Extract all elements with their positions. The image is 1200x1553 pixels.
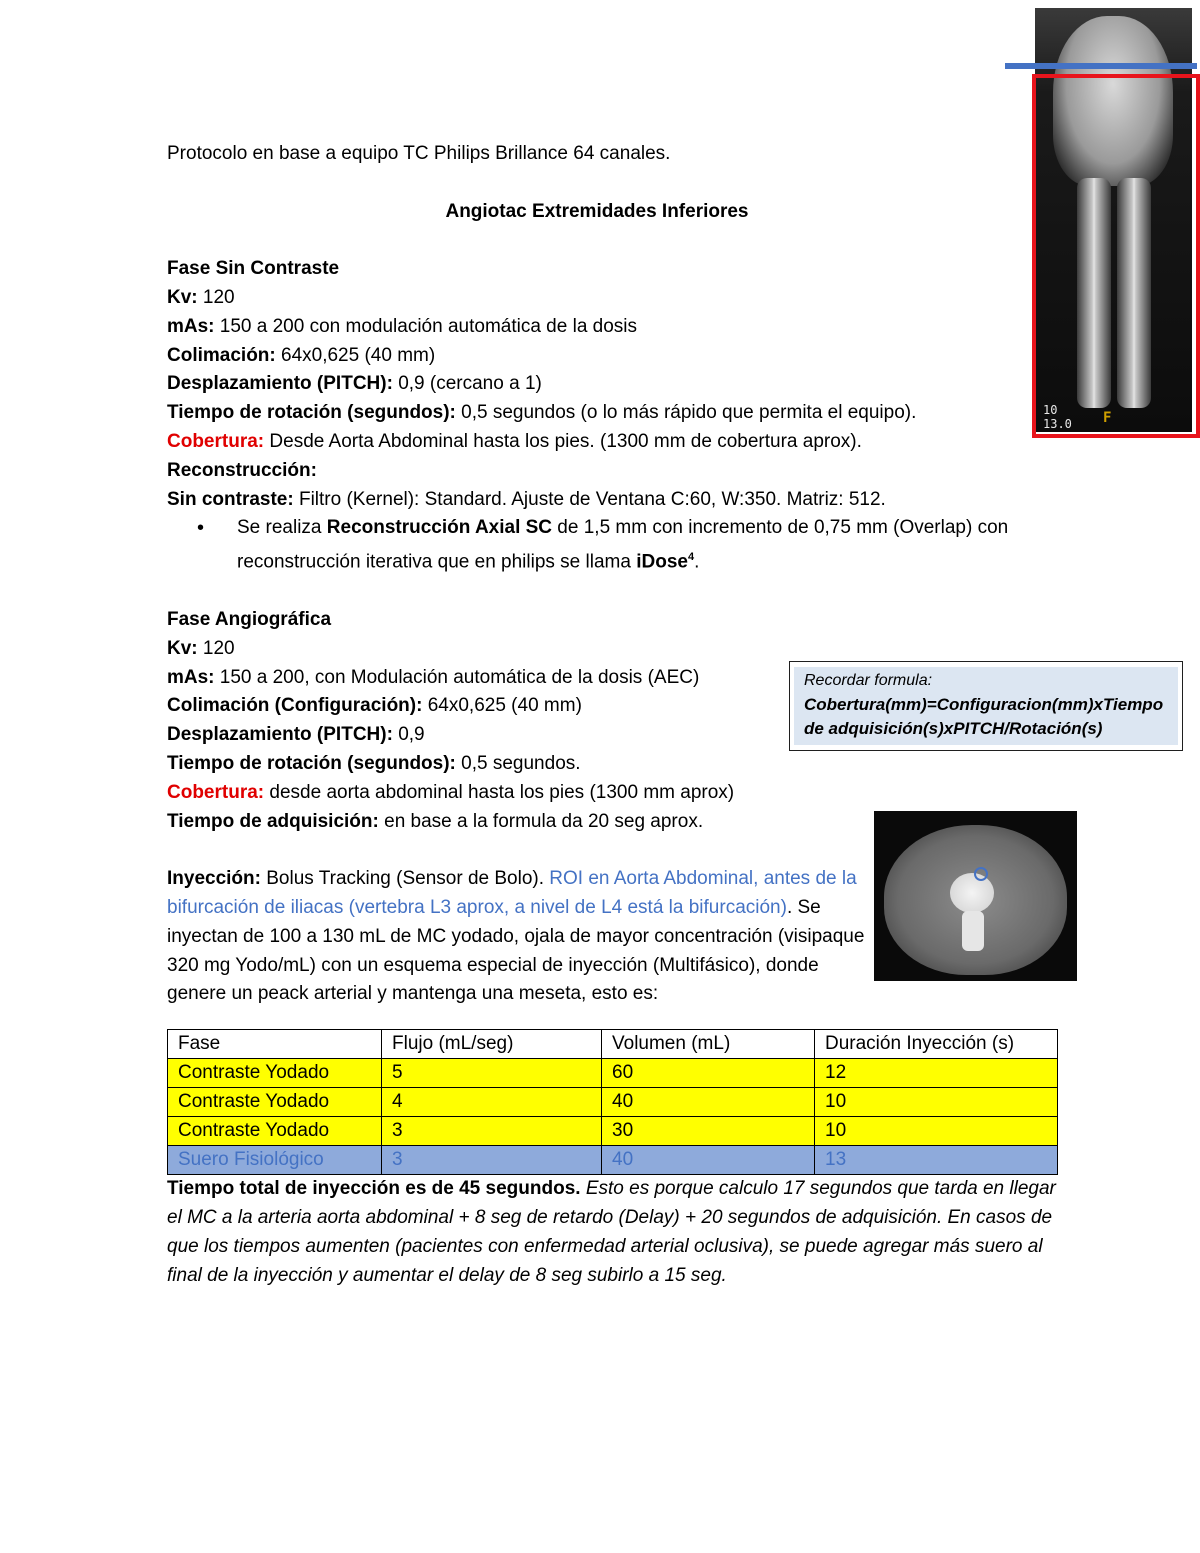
phase1-sin-contraste: Sin contraste: Filtro (Kernel): Standard. Ajuste de Ventana C:60, W:350. Matriz: 512.	[167, 488, 886, 510]
formula-note-box	[789, 661, 1183, 751]
table-cell: 3	[382, 1146, 602, 1175]
phase2-coverage: Cobertura: desde aorta abdominal hasta los pies (1300 mm aprox)	[167, 781, 735, 803]
table-row	[168, 1146, 1058, 1175]
injection-table	[167, 1029, 1058, 1175]
phase1-bullet: • Se realiza Reconstrucción Axial SC de 1,5 mm con incremento de 0,75 mm (Overlap) con reconstrucción iterativa que en philips se llama iDose$^4$.	[237, 514, 1067, 577]
table-header: Fase	[168, 1030, 382, 1059]
table-cell: Contraste Yodado	[168, 1117, 382, 1146]
table-cell: 10	[815, 1088, 1058, 1117]
scout-overlay-text-1: 10	[1043, 403, 1058, 417]
table-cell: 4	[382, 1088, 602, 1117]
document-title: Angiotac Extremidades Inferiores	[445, 200, 749, 222]
table-cell: 12	[815, 1059, 1058, 1088]
note-formula: Cobertura(mm)=Configuracion(mm)xTiempo de adquisición(s)xPITCH/Rotación(s)	[804, 695, 1164, 738]
table-cell: 40	[602, 1146, 815, 1175]
table-cell: 3	[382, 1117, 602, 1146]
phase2-mas: mAs: 150 a 200, con Modulación automática de la dosis (AEC)	[167, 666, 700, 688]
table-header: Duración Inyección (s)	[815, 1030, 1058, 1059]
ct-axial-image	[874, 811, 1077, 981]
scout-overlay-f: F	[1103, 410, 1112, 426]
table-cell: 5	[382, 1059, 602, 1088]
phase2-collimation: Colimación (Configuración): 64x0,625 (40 mm)	[167, 695, 582, 717]
table-cell: 30	[602, 1117, 815, 1146]
phase1-coverage: Cobertura: Desde Aorta Abdominal hasta los pies. (1300 mm de cobertura aprox).	[167, 430, 862, 452]
table-cell: 40	[602, 1088, 815, 1117]
phase1-mas: mAs: 150 a 200 con modulación automática de la dosis	[167, 315, 638, 337]
phase1-rotation: Tiempo de rotación (segundos): 0,5 segundos (o lo más rápido que permita el equipo).	[167, 402, 917, 424]
note-title: Recordar formula:	[804, 672, 933, 689]
phase1-kv: Kv: 120	[167, 286, 235, 308]
phase1-collimation: Colimación: 64x0,625 (40 mm)	[167, 344, 436, 366]
table-cell: Contraste Yodado	[168, 1088, 382, 1117]
table-cell: 10	[815, 1117, 1058, 1146]
ct-spinous-process	[962, 911, 984, 951]
scout-overlay-text-2: 13.0	[1043, 417, 1072, 431]
roi-marker-icon	[974, 867, 988, 881]
table-row	[168, 1117, 1058, 1146]
phase1-heading: Fase Sin Contraste	[167, 258, 340, 280]
table-row	[168, 1088, 1058, 1117]
table-cell: 60	[602, 1059, 815, 1088]
phase2-rotation: Tiempo de rotación (segundos): 0,5 segundos.	[167, 753, 581, 775]
table-header-row	[168, 1030, 1058, 1059]
phase2-pitch: Desplazamiento (PITCH): 0,9	[167, 724, 425, 746]
phase2-kv: Kv: 120	[167, 637, 235, 659]
phase1-pitch: Desplazamiento (PITCH): 0,9 (cercano a 1)	[167, 373, 542, 395]
phase2-acquisition: Tiempo de adquisición: en base a la formula da 20 seg aprox.	[167, 810, 704, 832]
phase2-heading: Fase Angiográfica	[167, 609, 332, 631]
table-row	[168, 1059, 1058, 1088]
phase1-bullet-list	[167, 514, 1067, 577]
table-header: Volumen (mL)	[602, 1030, 815, 1059]
table-cell: 13	[815, 1146, 1058, 1175]
phase1-reconstruction: Reconstrucción:	[167, 459, 317, 481]
injection-paragraph: Inyección: Bolus Tracking (Sensor de Bolo). ROI en Aorta Abdominal, antes de la bifurcación de iliacas (vertebra L3 aprox, a nivel de L4 está la bifurcación). Se inyectan de 100 a 130 mL de MC yodado, ojala de mayor concentración (visipaque 320 mg Yodo/mL) con un esquema especial de inyección (Multifásico), donde genere un peack arterial y mantenga una meseta, esto es:	[167, 868, 865, 1005]
table-cell: Contraste Yodado	[168, 1059, 382, 1088]
intro-line: Protocolo en base a equipo TC Philips Brillance 64 canales.	[167, 143, 671, 164]
scan-start-line	[1005, 63, 1197, 69]
table-cell: Suero Fisiológico	[168, 1146, 382, 1175]
table-header: Flujo (mL/seg)	[382, 1030, 602, 1059]
final-paragraph: Tiempo total de inyección es de 45 segundos. Esto es porque calculo 17 segundos que tarda en llegar el MC a la arteria aorta abdominal + 8 seg de retardo (Delay) + 20 segundos de adquisición. En casos de que los tiempos aumenten (pacientes con enfermedad arterial oclusiva), se puede agregar más suero al final de la inyección y aumentar el delay de 8 seg subirlo a 15 seg.	[167, 1178, 1056, 1286]
ct-vertebra	[950, 873, 994, 913]
